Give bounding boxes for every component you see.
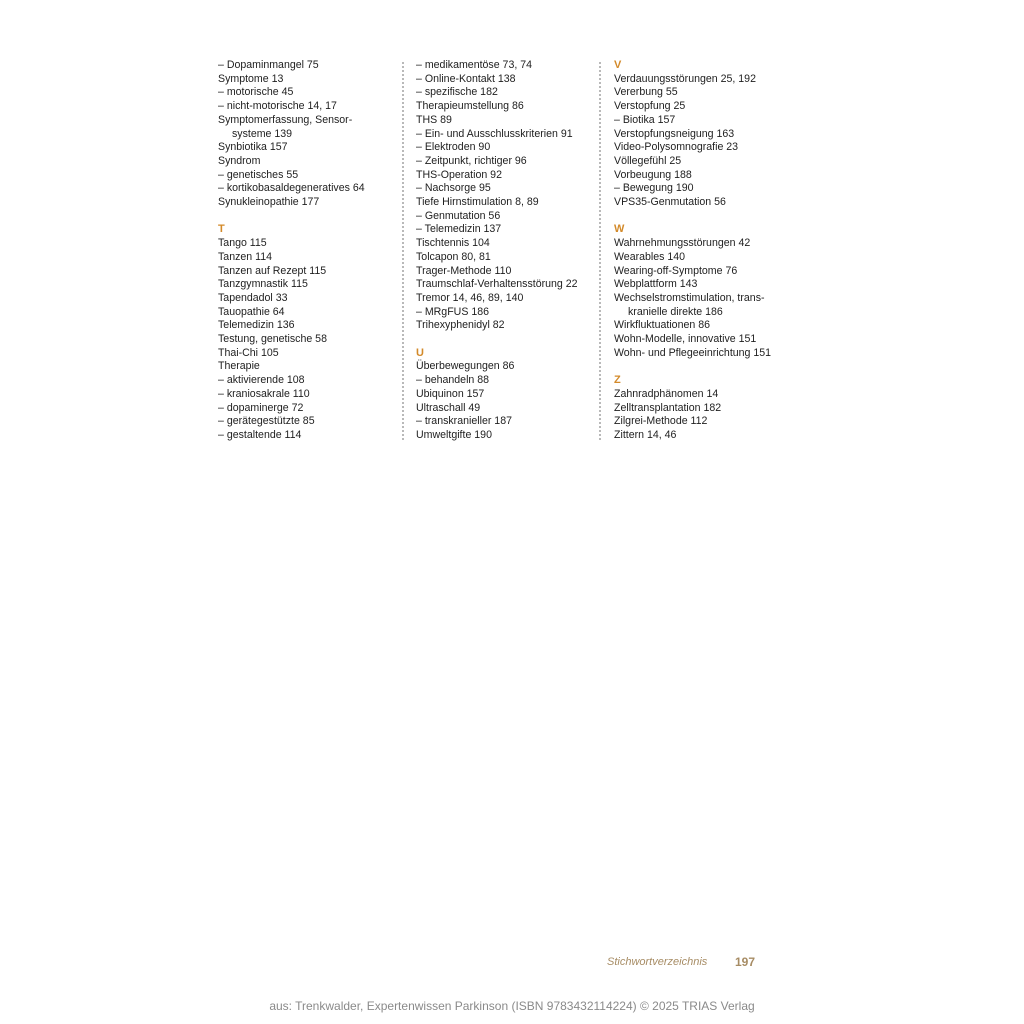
index-entry: – spezifische 182 <box>416 86 498 99</box>
index-entry: Verdauungsstörungen 25, 192 <box>614 72 756 85</box>
index-column-2 <box>416 59 594 443</box>
index-entry: Wearing-off-Symptome 76 <box>614 264 738 277</box>
index-entry: Vererbung 55 <box>614 86 678 99</box>
index-entry: Verstopfungsneigung 163 <box>614 127 735 140</box>
index-entry: Zahnradphänomen 14 <box>614 387 719 400</box>
column-divider <box>599 62 601 440</box>
index-entry: Tanzgymnastik 115 <box>218 278 308 291</box>
index-entry: – gestaltende 114 <box>218 428 302 441</box>
running-footer-section: Stichwortverzeichnis <box>607 956 708 968</box>
index-entry: Tauopathie 64 <box>218 305 285 318</box>
index-entry: Ultraschall 49 <box>416 401 481 414</box>
index-entry: Syndrom <box>218 154 261 167</box>
index-entry: Tiefe Hirnstimulation 8, 89 <box>416 196 539 209</box>
index-entry: Therapie <box>218 360 260 373</box>
index-entry: Trihexyphenidyl 82 <box>416 319 505 332</box>
index-entry: Trager-Methode 110 <box>416 264 512 277</box>
index-entry: Webplattform 143 <box>614 278 698 291</box>
index-entry: – behandeln 88 <box>416 374 490 387</box>
index-entry: – Biotika 157 <box>614 113 676 126</box>
index-entry: Wechselstromstimulation, trans- <box>614 291 765 304</box>
index-entry: Synukleinopathie 177 <box>218 196 320 209</box>
section-letter: U <box>416 346 424 359</box>
index-entry: – transkranieller 187 <box>416 415 512 428</box>
index-entry: Tolcapon 80, 81 <box>416 250 491 263</box>
index-entry: Video-Polysomnografie 23 <box>614 141 739 154</box>
index-entry: Völlegefühl 25 <box>614 154 682 167</box>
index-entry: Zittern 14, 46 <box>614 428 677 441</box>
index-entry: Symptomerfassung, Sensor- <box>218 113 353 126</box>
index-entry: – Nachsorge 95 <box>416 182 491 195</box>
index-entry: Vorbeugung 188 <box>614 168 692 181</box>
index-entry: – MRgFUS 186 <box>416 305 490 318</box>
index-entry: – motorische 45 <box>218 86 294 99</box>
index-entry: Tapendadol 33 <box>218 291 288 304</box>
index-entry: Tango 115 <box>218 237 267 250</box>
column-divider <box>402 62 404 440</box>
index-column-1 <box>218 59 396 443</box>
index-entry: Therapieumstellung 86 <box>416 100 524 113</box>
index-entry: VPS35-Genmutation 56 <box>614 196 726 209</box>
index-entry: – Online-Kontakt 138 <box>416 72 516 85</box>
index-entry: – Dopaminmangel 75 <box>218 59 319 71</box>
section-letter: W <box>614 223 625 236</box>
index-entry: Telemedizin 136 <box>218 319 295 332</box>
index-entry: Wearables 140 <box>614 250 686 263</box>
index-entry: Zilgrei-Methode 112 <box>614 415 708 428</box>
index-entry: Ubiquinon 157 <box>416 387 485 400</box>
section-letter: Z <box>614 374 621 387</box>
index-entry: Zelltransplantation 182 <box>614 401 722 414</box>
index-entry: Tanzen auf Rezept 115 <box>218 264 327 277</box>
index-entry: Tanzen 114 <box>218 250 272 263</box>
index-entry: – Telemedizin 137 <box>416 223 502 236</box>
index-column-3 <box>614 59 800 443</box>
section-letter: T <box>218 223 225 236</box>
index-entry: – aktivierende 108 <box>218 374 305 387</box>
index-entry: – Ein- und Ausschlusskriterien 91 <box>416 127 573 140</box>
index-entry: Überbewegungen 86 <box>416 360 515 373</box>
index-entry: – Genmutation 56 <box>416 209 501 222</box>
index-entry: systeme 139 <box>232 127 293 140</box>
index-entry: THS 89 <box>416 113 452 126</box>
index-entry: Wahrnehmungsstörungen 42 <box>614 237 751 250</box>
index-entry: Testung, genetische 58 <box>218 333 327 346</box>
index-entry: – genetisches 55 <box>218 168 299 181</box>
source-credit: aus: Trenkwalder, Expertenwissen Parkinson (ISBN 9783432114224) © 2025 TRIAS Verlag <box>269 999 755 1013</box>
index-entry: Thai-Chi 105 <box>218 346 279 359</box>
index-entry: – kortikobasaldegeneratives 64 <box>218 182 365 195</box>
index-entry: – medikamentöse 73, 74 <box>416 59 533 71</box>
index-entry: – dopaminerge 72 <box>218 401 304 414</box>
index-entry: THS-Operation 92 <box>416 168 502 181</box>
index-entry: Synbiotika 157 <box>218 141 288 154</box>
index-entry: Tischtennis 104 <box>416 237 490 250</box>
index-entry: kranielle direkte 186 <box>628 305 723 318</box>
index-entry: Verstopfung 25 <box>614 100 686 113</box>
section-letter: V <box>614 59 622 71</box>
index-entry: Umweltgifte 190 <box>416 428 492 441</box>
index-entry: Symptome 13 <box>218 72 284 85</box>
index-entry: – nicht-motorische 14, 17 <box>218 100 337 113</box>
index-entry: Wirkfluktuationen 86 <box>614 319 710 332</box>
index-entry: Wohn-Modelle, innovative 151 <box>614 333 757 346</box>
index-entry: – Bewegung 190 <box>614 182 694 195</box>
index-entry: Traumschlaf-Verhaltensstörung 22 <box>416 278 578 291</box>
index-entry: – kraniosakrale 110 <box>218 387 310 400</box>
index-entry: – Elektroden 90 <box>416 141 491 154</box>
index-entry: – gerätegestützte 85 <box>218 415 315 428</box>
index-entry: Tremor 14, 46, 89, 140 <box>416 291 524 304</box>
index-entry: – Zeitpunkt, richtiger 96 <box>416 154 527 167</box>
index-entry: Wohn- und Pflegeeinrichtung 151 <box>614 346 772 359</box>
page-number: 197 <box>735 955 756 969</box>
